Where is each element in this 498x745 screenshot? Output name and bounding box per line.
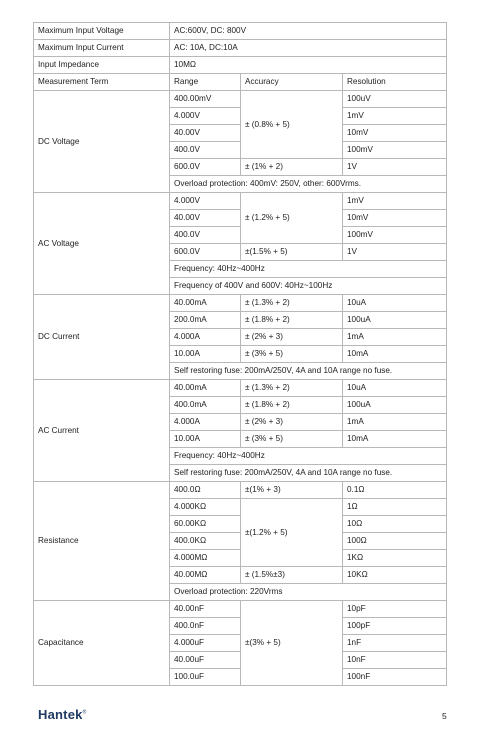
resolution-cell: 1V: [343, 159, 447, 176]
term-dc-voltage: DC Voltage: [34, 91, 170, 193]
brand-logo: [38, 707, 86, 722]
table-row: [34, 380, 447, 397]
value-cell: AC:600V, DC: 800V: [170, 23, 447, 40]
range-cell: 400.0Ω: [170, 482, 241, 499]
resolution-cell: 10uA: [343, 295, 447, 312]
range-cell: 400.0V: [170, 142, 241, 159]
value-cell: 10MΩ: [170, 57, 447, 74]
resolution-cell: 10nF: [343, 652, 447, 669]
range-cell: 4.000A: [170, 414, 241, 431]
table-row: [34, 193, 447, 210]
resolution-cell: 1V: [343, 244, 447, 261]
range-cell: 4.000V: [170, 108, 241, 125]
range-cell: 40.00uF: [170, 652, 241, 669]
column-header-row: [34, 74, 447, 91]
column-header-range: Range: [170, 74, 241, 91]
range-cell: 100.0uF: [170, 669, 241, 686]
range-cell: 40.00MΩ: [170, 567, 241, 584]
accuracy-cell: ± (1.8% + 2): [241, 397, 343, 414]
note-cell: Self restoring fuse: 200mA/250V, 4A and 10A range no fuse.: [170, 465, 447, 482]
accuracy-cell: ± (1% + 2): [241, 159, 343, 176]
range-cell: 4.000uF: [170, 635, 241, 652]
resolution-cell: 10mA: [343, 346, 447, 363]
range-cell: 400.0V: [170, 227, 241, 244]
resolution-cell: 100mV: [343, 227, 447, 244]
label-cell: Input Impedance: [34, 57, 170, 74]
accuracy-cell: ±(1% + 3): [241, 482, 343, 499]
table-row: [34, 295, 447, 312]
resolution-cell: 10mA: [343, 431, 447, 448]
range-cell: 400.0KΩ: [170, 533, 241, 550]
range-cell: 40.00nF: [170, 601, 241, 618]
range-cell: 10.00A: [170, 431, 241, 448]
range-cell: 4.000MΩ: [170, 550, 241, 567]
resolution-cell: 1KΩ: [343, 550, 447, 567]
resolution-cell: 1mA: [343, 414, 447, 431]
range-cell: 200.0mA: [170, 312, 241, 329]
resolution-cell: 1mA: [343, 329, 447, 346]
brand-name: Hantek: [38, 707, 83, 722]
accuracy-cell: ± (3% + 5): [241, 431, 343, 448]
range-cell: 60.00KΩ: [170, 516, 241, 533]
accuracy-cell: ±(1.5% + 5): [241, 244, 343, 261]
specifications-table: [33, 22, 447, 686]
resolution-cell: 10mV: [343, 125, 447, 142]
table-row: [34, 57, 447, 74]
value-cell: AC: 10A, DC:10A: [170, 40, 447, 57]
range-cell: 4.000A: [170, 329, 241, 346]
range-cell: 10.00A: [170, 346, 241, 363]
note-cell: Frequency: 40Hz~400Hz: [170, 448, 447, 465]
range-cell: 40.00mA: [170, 295, 241, 312]
term-dc-current: DC Current: [34, 295, 170, 380]
resolution-cell: 100uA: [343, 312, 447, 329]
resolution-cell: 1mV: [343, 108, 447, 125]
range-cell: 40.00V: [170, 210, 241, 227]
range-cell: 400.0nF: [170, 618, 241, 635]
table-row: [34, 40, 447, 57]
resolution-cell: 100uA: [343, 397, 447, 414]
resolution-cell: 100Ω: [343, 533, 447, 550]
resolution-cell: 100mV: [343, 142, 447, 159]
range-cell: 600.0V: [170, 244, 241, 261]
resolution-cell: 10mV: [343, 210, 447, 227]
column-header-term: Measurement Term: [34, 74, 170, 91]
accuracy-cell: ± (1.8% + 2): [241, 312, 343, 329]
label-cell: Maximum Input Current: [34, 40, 170, 57]
range-cell: 4.000KΩ: [170, 499, 241, 516]
note-cell: Overload protection: 220Vrms: [170, 584, 447, 601]
resolution-cell: 100pF: [343, 618, 447, 635]
resolution-cell: 1nF: [343, 635, 447, 652]
range-cell: 400.00mV: [170, 91, 241, 108]
accuracy-cell: ±(1.2% + 5): [241, 499, 343, 567]
table-row: [34, 601, 447, 618]
note-cell: Frequency of 400V and 600V: 40Hz~100Hz: [170, 278, 447, 295]
accuracy-cell: ± (2% + 3): [241, 329, 343, 346]
label-cell: Maximum Input Voltage: [34, 23, 170, 40]
accuracy-cell: ± (1.5%±3): [241, 567, 343, 584]
column-header-accuracy: Accuracy: [241, 74, 343, 91]
term-resistance: Resistance: [34, 482, 170, 601]
range-cell: 40.00V: [170, 125, 241, 142]
accuracy-cell: ± (0.8% + 5): [241, 91, 343, 159]
range-cell: 400.0mA: [170, 397, 241, 414]
term-capacitance: Capacitance: [34, 601, 170, 686]
resolution-cell: 10pF: [343, 601, 447, 618]
resolution-cell: 100uV: [343, 91, 447, 108]
accuracy-cell: ± (1.3% + 2): [241, 295, 343, 312]
resolution-cell: 1mV: [343, 193, 447, 210]
accuracy-cell: ± (1.2% + 5): [241, 193, 343, 244]
page-number: 5: [442, 711, 447, 721]
range-cell: 40.00mA: [170, 380, 241, 397]
accuracy-cell: ±(3% + 5): [241, 601, 343, 686]
range-cell: 600.0V: [170, 159, 241, 176]
table-row: [34, 23, 447, 40]
registered-mark: ®: [82, 709, 87, 716]
note-cell: Self restoring fuse: 200mA/250V, 4A and 10A range no fuse.: [170, 363, 447, 380]
resolution-cell: 0.1Ω: [343, 482, 447, 499]
resolution-cell: 100nF: [343, 669, 447, 686]
resolution-cell: 10Ω: [343, 516, 447, 533]
accuracy-cell: ± (2% + 3): [241, 414, 343, 431]
table-row: [34, 482, 447, 499]
term-ac-current: AC Current: [34, 380, 170, 482]
note-cell: Frequency: 40Hz~400Hz: [170, 261, 447, 278]
accuracy-cell: ± (1.3% + 2): [241, 380, 343, 397]
table-row: [34, 91, 447, 108]
accuracy-cell: ± (3% + 5): [241, 346, 343, 363]
note-cell: Overload protection: 400mV: 250V, other: 600Vrms.: [170, 176, 447, 193]
column-header-resolution: Resolution: [343, 74, 447, 91]
term-ac-voltage: AC Voltage: [34, 193, 170, 295]
resolution-cell: 10KΩ: [343, 567, 447, 584]
resolution-cell: 1Ω: [343, 499, 447, 516]
resolution-cell: 10uA: [343, 380, 447, 397]
range-cell: 4.000V: [170, 193, 241, 210]
